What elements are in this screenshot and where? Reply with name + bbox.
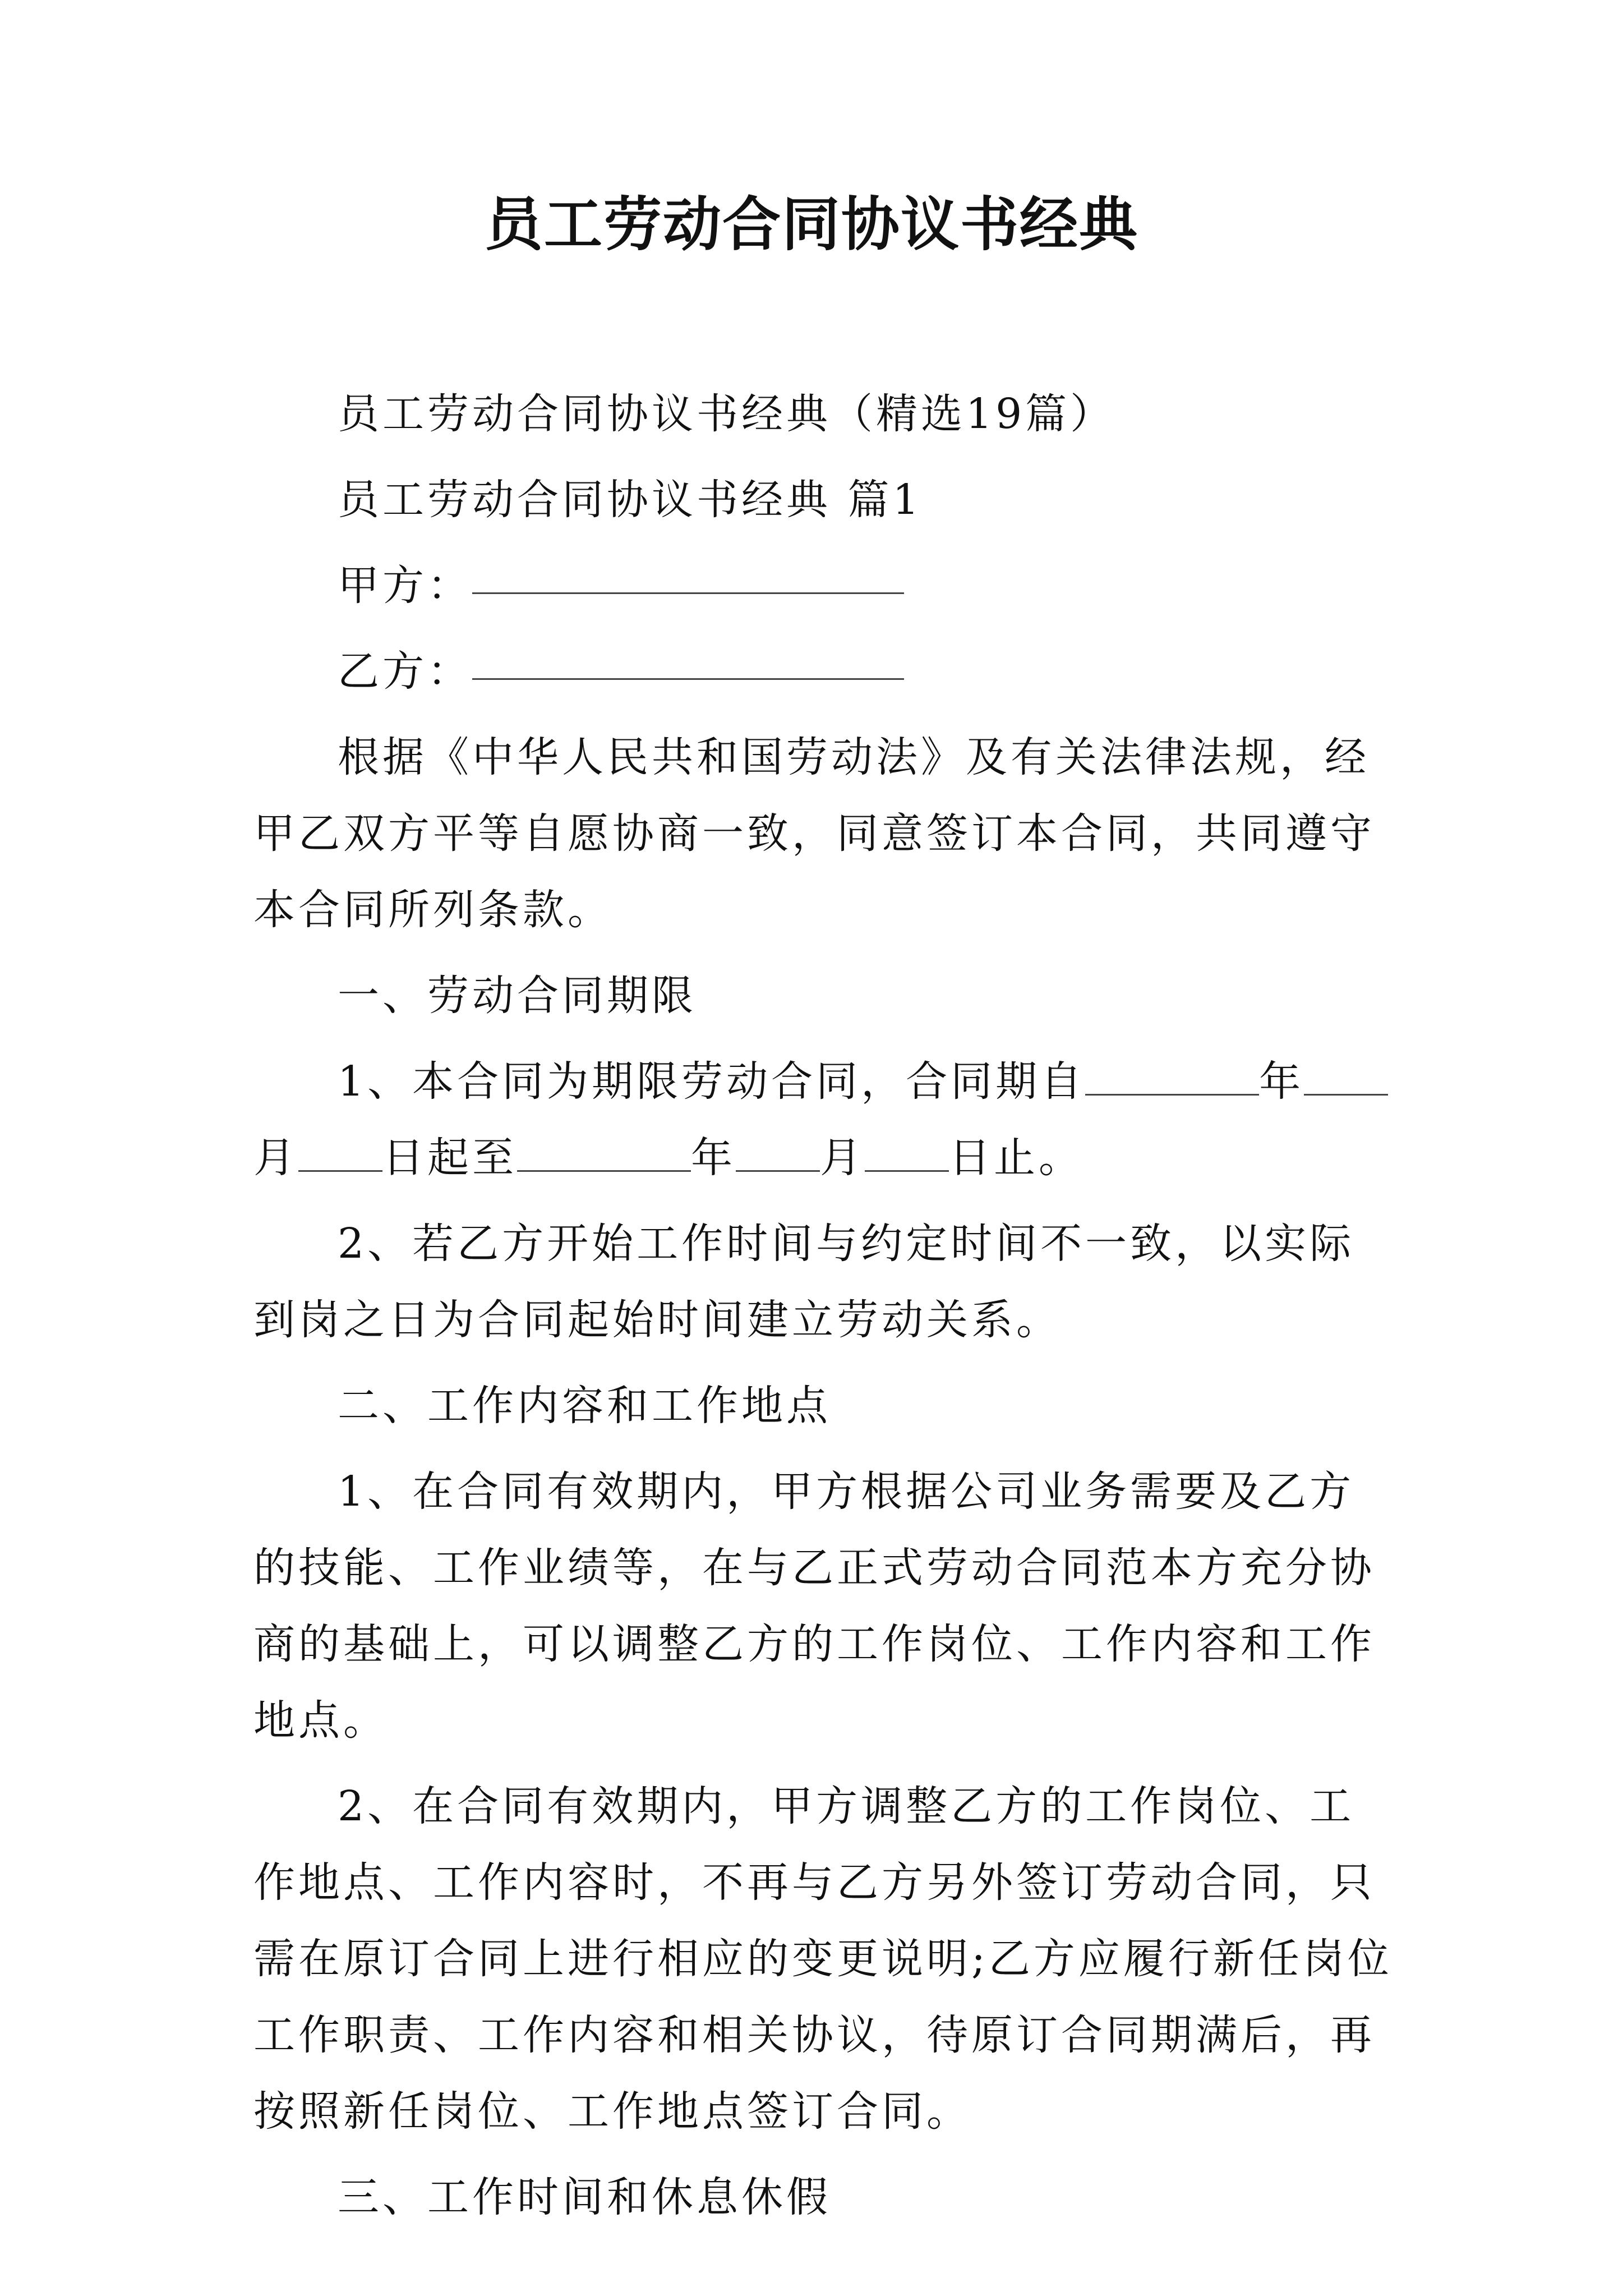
month-label: 月 — [820, 1134, 865, 1182]
document-body — [253, 376, 1398, 2245]
chapter-heading: 员工劳动合同协议书经典 篇1 — [338, 476, 923, 524]
day-label: 日起至 — [382, 1134, 517, 1182]
section-1-item-1 — [253, 1043, 1398, 1196]
party-b-blank — [472, 633, 904, 680]
document-title: 员工劳动合同协议书经典 — [484, 190, 1138, 259]
year-label: 年 — [1259, 1057, 1304, 1106]
section-2-heading: 二、工作内容和工作地点 — [338, 1382, 831, 1430]
intro-paragraph: 根据《中华人民共和国劳动法》及有关法律法规，经甲乙双方平等自愿协商一致，同意签订本合同，共同遵守本合同所列条款。 — [253, 733, 1375, 934]
party-a-label: 甲方： — [338, 562, 472, 610]
end-day-blank — [865, 1125, 949, 1172]
year-label: 年 — [691, 1134, 736, 1182]
party-b-line — [253, 633, 1398, 710]
document-subtitle: 员工劳动合同协议书经典（精选19篇） — [338, 390, 1115, 438]
party-b-label: 乙方： — [338, 647, 472, 696]
section-1-item-2: 2、若乙方开始工作时间与约定时间不一致，以实际到岗之日为合同起始时间建立劳动关系。 — [253, 1220, 1355, 1344]
party-a-blank — [472, 547, 904, 594]
start-year-blank — [1085, 1049, 1259, 1096]
party-a-line — [253, 547, 1398, 624]
day-label: 日止。 — [949, 1134, 1083, 1182]
term-text: 1、本合同为期限劳动合同，合同期自 — [338, 1057, 1086, 1106]
month-label: 月 — [253, 1134, 298, 1182]
section-2-item-2: 2、在合同有效期内，甲方调整乙方的工作岗位、工作地点、工作内容时，不再与乙方另外签订劳动合同，只需在原订合同上进行相应的变更说明;乙方应履行新任岗位工作职责、工作内容和相关协议，待原订合同期满后，再按照新任岗位、工作地点签订合同。 — [253, 1782, 1393, 2136]
end-month-blank — [736, 1125, 820, 1172]
section-2-item-1: 1、在合同有效期内，甲方根据公司业务需要及乙方的技能、工作业绩等，在与乙正式劳动合同范本方充分协商的基础上，可以调整乙方的工作岗位、工作内容和工作地点。 — [253, 1467, 1375, 1745]
start-day-blank — [298, 1125, 382, 1172]
section-3-heading: 三、工作时间和休息休假 — [338, 2173, 831, 2221]
start-month-blank — [1304, 1049, 1388, 1096]
end-year-blank — [517, 1125, 691, 1172]
section-1-heading: 一、劳动合同期限 — [338, 972, 697, 1020]
